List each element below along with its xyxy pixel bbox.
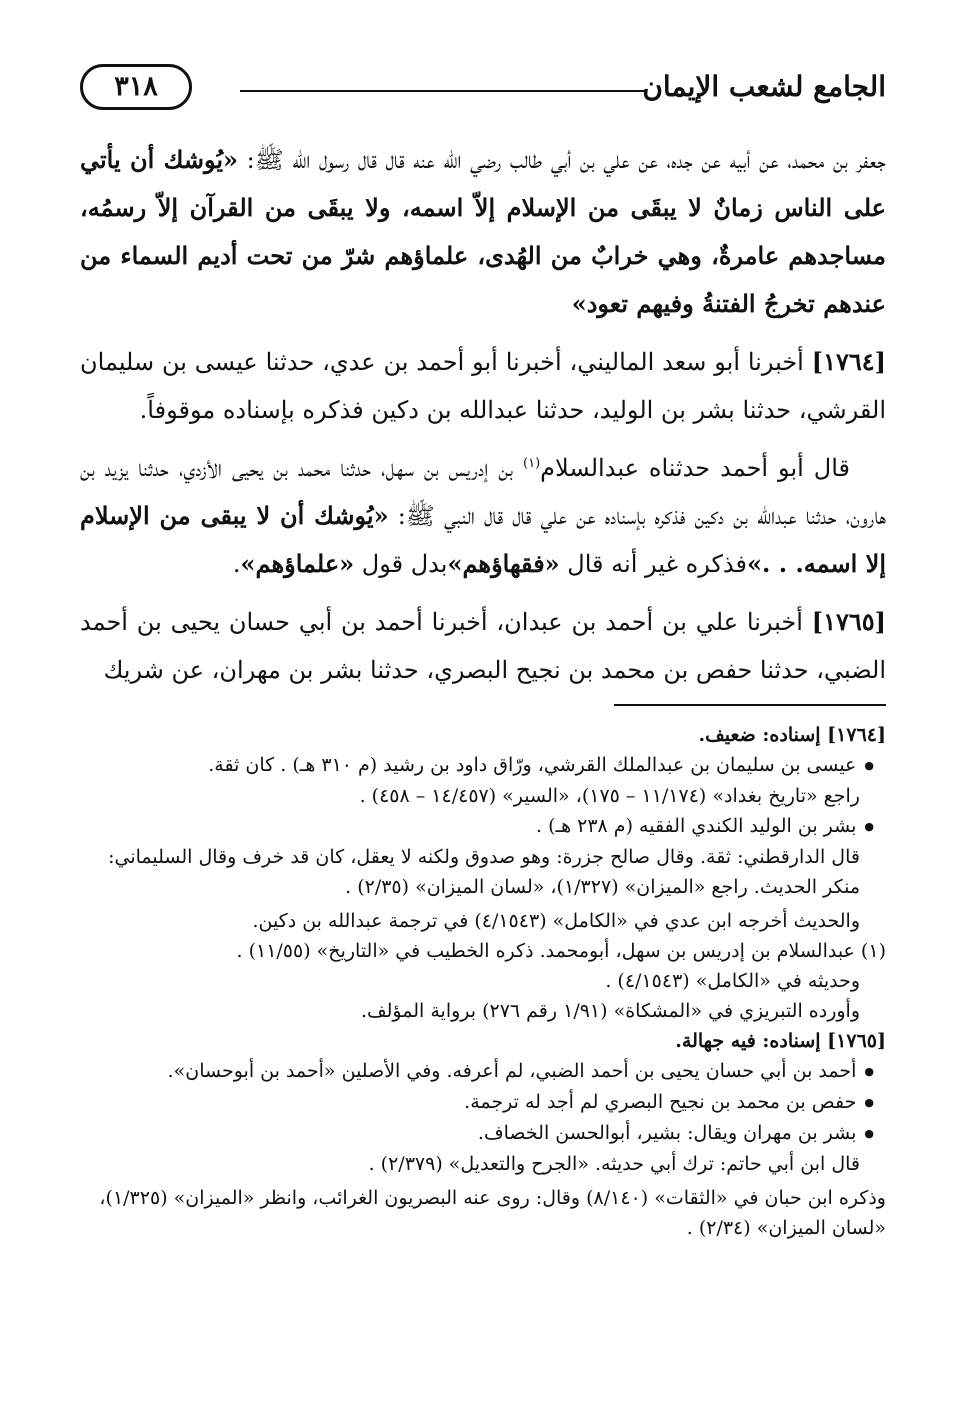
hadith-text: «يُوشك أن لا يبقى من الإسلام إلا اسمه. . .» — [80, 501, 886, 578]
note-line: راجع «تاريخ بغداد» (١١/١٧٤ – ١٧٥)، «السير» (١٤/٤٥٧ – ٤٥٨) . — [359, 785, 860, 807]
note-heading-1764: [١٧٦٤] إسناده: ضعيف. — [698, 724, 886, 746]
paragraph-text: بدل قول — [354, 550, 448, 578]
note-line: والحديث أخرجه ابن عدي في «الكامل» (٤/١٥٤٣) في ترجمة عبدالله بن دكين. — [252, 910, 860, 932]
paragraph-1764-second-chain — [80, 444, 886, 588]
note-line: وذكره ابن حبان في «الثقات» (٨/١٤٠) وقال: روى عنه البصريون الغرائب، وانظر «الميزان» (١/٣٢٥)، «لسان الميزان» (٢/٣٤) . — [99, 1187, 886, 1239]
paragraph-text: . — [232, 550, 241, 578]
main-text — [80, 136, 886, 704]
paragraph-text: أخبرنا علي بن أحمد بن عبدان، أخبرنا أحمد بن أبي حسان يحيى بن أحمد الضبي، حدثنا حفص بن محمد بن نجيح البصري، حدثنا بشر بن مهران، عن شريك — [80, 608, 886, 684]
note-line: قال ابن أبي حاتم: ترك أبي حديثه. «الجرح والتعديل» (٢/٣٧٩) . — [368, 1153, 860, 1175]
paragraph-text: بن إدريس بن سهل، حدثنا محمد بن يحيى الأزدي، حدثنا يزيد بن هارون، حدثنا عبدالله بن دكين فذكره بإسناده عن علي قال قال النبي ﷺ: — [80, 454, 886, 530]
note-bullet: ● حفص بن محمد بن نجيح البصري لم أجد له ترجمة. — [80, 1087, 886, 1118]
paragraph-1765 — [80, 598, 886, 694]
footnote-separator — [614, 704, 886, 706]
paragraph-hadith-continuation — [80, 136, 886, 328]
paragraph-text: فذكره غير أنه قال — [559, 550, 747, 578]
hadith-number: [١٧٦٥] — [811, 607, 886, 636]
note-bullet: ● بشر بن مهران ويقال: بشير، أبوالحسن الخصاف. — [80, 1118, 886, 1149]
hadith-number: [١٧٦٤] — [811, 347, 886, 376]
footnote-1: (١) عبدالسلام بن إدريس بن سهل، أبومحمد. ذكره الخطيب في «التاريخ» (١١/٥٥) . — [236, 940, 886, 962]
page-header — [80, 64, 886, 116]
note-bullet: ● بشر بن الوليد الكندي الفقيه (م ٢٣٨ هـ) . — [80, 811, 886, 842]
note-line: وأورده التبريزي في «المشكاة» (١/٩١ رقم ٢٧٦) برواية المؤلف. — [360, 1000, 860, 1022]
paragraph-text: قال أبو أحمد حدثناه عبدالسلام — [540, 454, 851, 482]
paragraph-1764 — [80, 338, 886, 434]
quoted-word: «فقهاؤهم» — [447, 549, 560, 578]
header-rule — [240, 90, 646, 92]
note-heading-1765: [١٧٦٥] إسناده: فيه جهالة. — [675, 1030, 886, 1052]
footnote-marker: (١) — [523, 456, 541, 471]
paragraph-text: أخبرنا أبو سعد الماليني، أخبرنا أبو أحمد بن عدي، حدثنا عيسى بن سليمان القرشي، حدثنا بشر بن الوليد، حدثنا عبدالله بن دكين فذكره بإسناده موقوفاً. — [80, 348, 886, 424]
note-line: وحديثه في «الكامل» (٤/١٥٤٣) . — [605, 970, 860, 992]
note-line: قال الدارقطني: ثقة. وقال صالح جزرة: وهو صدوق ولكنه لا يعقل، كان قد خرف وقال السليماني: منكر الحديث. راجع «الميزان» (١/٣٢٧)، «لسان الميزان» (٢/٣٥) . — [108, 846, 860, 898]
hadith-text: «يُوشك أن يأتي على الناس زمانٌ لا يبقَى من الإسلام إلاّ اسمه، ولا يبقَى من القرآن إلاّ رسمُه، مساجدهم عامرةٌ، وهي خرابٌ من الهُدى، علماؤهم شرّ من تحت أديم السماء من عندهم تخرجُ الفتنةُ وفيهم تعود» — [80, 145, 886, 318]
book-title: الجامع لشعب الإيمان — [642, 70, 886, 103]
paragraph-text: جعفر بن محمد، عن أبيه عن جده، عن علي بن أبي طالب رضي الله عنه قال قال رسول الله ﷺ: — [238, 146, 887, 174]
note-bullet: ● أحمد بن أبي حسان يحيى بن أحمد الضبي، لم أعرفه. وفي الأصلين «أحمد بن أبوحسان». — [80, 1056, 886, 1087]
note-bullet: ● عيسى بن سليمان بن عبدالملك القرشي، ورّاق داود بن رشيد (م ٣١٠ هـ) . كان ثقة. — [80, 750, 886, 781]
quoted-word: «علماؤهم» — [240, 549, 355, 578]
footnotes — [80, 720, 886, 1243]
page-number: ٣١٨ — [80, 64, 192, 110]
